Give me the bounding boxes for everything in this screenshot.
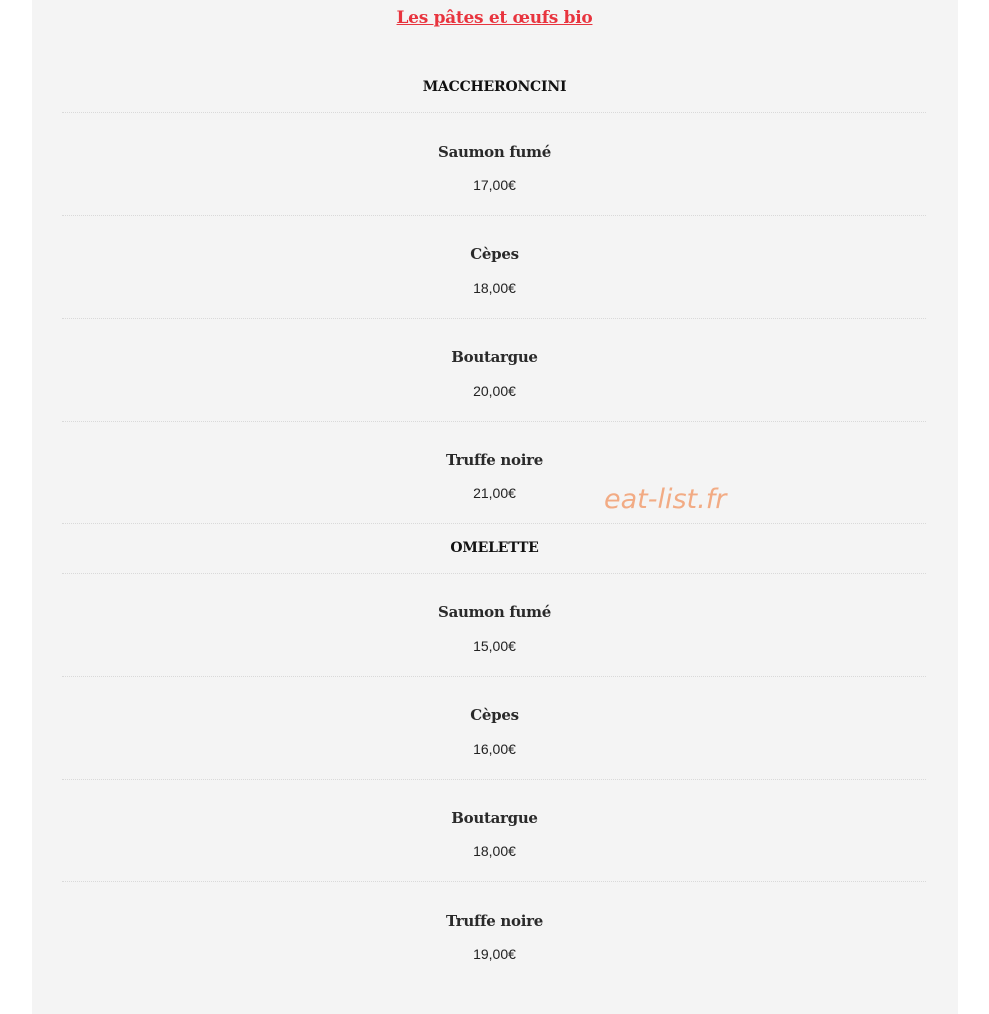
menu-item-price: 19,00€ [473,946,516,962]
menu-title-link[interactable]: Les pâtes et œufs bio [396,8,593,28]
menu-item-price: 15,00€ [473,638,516,654]
divider [62,573,926,574]
menu-item-price: 17,00€ [473,177,516,193]
menu-item-name: Boutargue [451,809,538,827]
menu-item-name: Truffe noire [445,912,543,930]
menu-item-price: 18,00€ [473,280,516,296]
menu-item-name: Boutargue [451,348,538,366]
menu-item-price: 20,00€ [473,383,516,399]
divider [62,112,926,113]
menu-item-name: Saumon fumé [438,143,551,161]
divider [62,779,926,780]
watermark: eat-list.fr [604,484,727,515]
divider [62,421,926,422]
divider [62,881,926,882]
menu-item-name: Cèpes [470,245,519,263]
menu-item-price: 21,00€ [473,485,516,501]
section-title-maccheroncini: MACCHERONCINI [422,79,567,95]
section-title-omelette: OMELETTE [450,540,539,556]
divider [62,215,926,216]
menu-item-name: Saumon fumé [438,603,551,621]
menu-item-price: 16,00€ [473,741,516,757]
divider [62,318,926,319]
menu-item-name: Truffe noire [445,451,543,469]
divider [62,523,926,524]
divider [62,676,926,677]
menu-item-name: Cèpes [470,706,519,724]
menu-item-price: 18,00€ [473,843,516,859]
